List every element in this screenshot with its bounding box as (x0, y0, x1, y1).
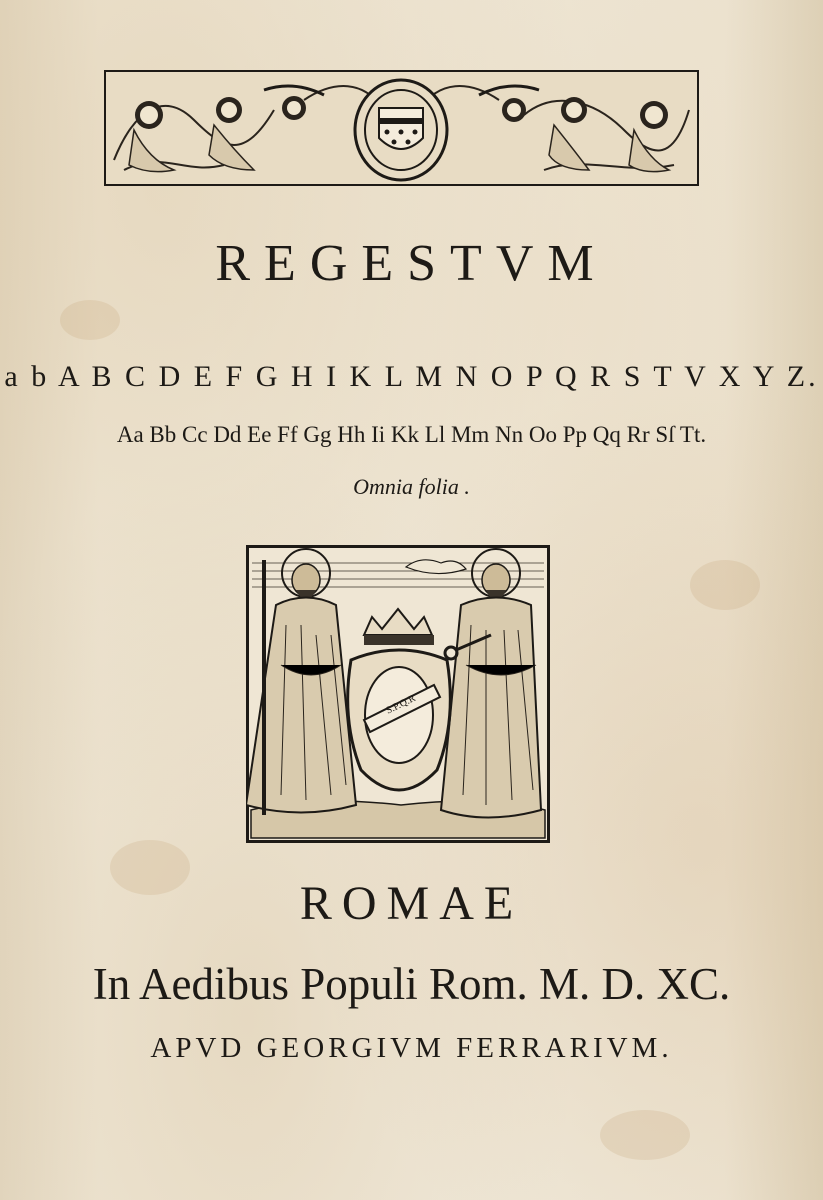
place-of-printing: ROMAE (299, 877, 524, 930)
imprint-line: In Aedibus Populi Rom. M. D. XC. (92, 959, 731, 1009)
foxing-stain (600, 1110, 690, 1160)
book-title: REGESTVM (215, 235, 608, 292)
printer-line: APVD GEORGIVM FERRARIVM. (150, 1032, 673, 1064)
saints-vignette (246, 545, 550, 843)
headpiece-ornament (104, 70, 699, 186)
shield-text: S.P.Q.R (384, 692, 418, 717)
register-pairs-line: Aa Bb Cc Dd Ee Ff Gg Hh Ii Kk Ll Mm Nn Oo Pp Qq Rr Sſ Tt. (116, 422, 707, 447)
coat-of-arms-icon (355, 80, 447, 180)
register-line: a b A B C D E F G H I K L M N O P Q R S T V X Y Z. (4, 360, 819, 393)
folia-note: Omnia folia . (353, 474, 470, 499)
foxing-stain (60, 300, 120, 340)
foxing-stain (690, 560, 760, 610)
spqr-shield-icon (348, 650, 451, 790)
